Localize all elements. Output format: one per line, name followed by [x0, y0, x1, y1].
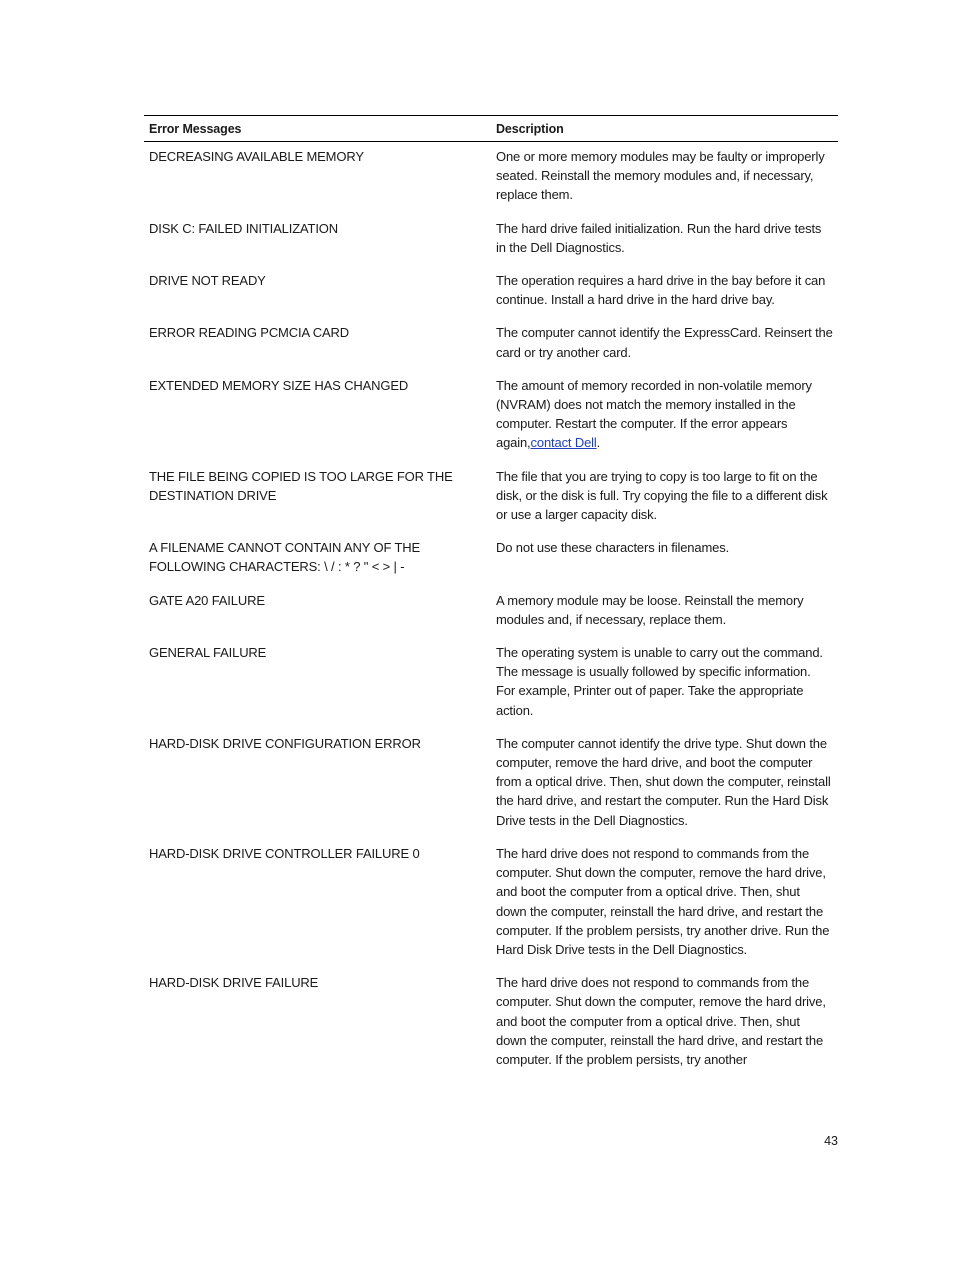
contact-dell-link[interactable]: contact Dell: [530, 435, 597, 451]
description-text: The amount of memory recorded in non-volatile memory (NVRAM) does not match the memory installed in the computer. Restart the computer. If the error appears again,: [496, 377, 812, 451]
description-text-end: .: [596, 435, 601, 451]
table-row: [144, 533, 838, 585]
description-cell: One or more memory modules may be faulty or improperly seated. Reinstall the memory modules and, if necessary, replace them.: [496, 149, 825, 203]
error-message-cell: DECREASING AVAILABLE MEMORY: [149, 149, 364, 164]
error-message-cell: EXTENDED MEMORY SIZE HAS CHANGED: [149, 377, 409, 393]
error-message-cell: GATE A20 FAILURE: [149, 592, 265, 608]
table-row: [144, 142, 838, 214]
description-cell: The operating system is unable to carry out the command. The message is usually followed by specific information. For example, Printer out of paper. Take the appropriate action.: [496, 645, 823, 718]
table-row: [144, 839, 838, 968]
error-message-cell: HARD-DISK DRIVE CONFIGURATION ERROR: [149, 735, 421, 751]
error-message-cell: HARD-DISK DRIVE CONTROLLER FAILURE 0: [149, 845, 420, 861]
page-number: 43: [824, 1134, 838, 1148]
description-cell: The operation requires a hard drive in the bay before it can continue. Install a hard drive in the hard drive bay.: [496, 273, 826, 308]
description-cell: The hard drive does not respond to commands from the computer. Shut down the computer, remove the hard drive, and boot the computer from a optical drive. Then, shut down the computer, reinstall the hard drive, and restart the computer. If the problem persists, try another drive. Run the Hard Disk Drive tests in the Dell Diagnostics.: [496, 845, 830, 957]
table-row: [144, 371, 838, 462]
description-cell: The hard drive failed initialization. Run the hard drive tests in the Dell Diagnostics.: [496, 220, 822, 255]
column-header-error-messages: Error Messages: [144, 116, 491, 142]
table-row: [144, 638, 838, 729]
error-message-cell: A FILENAME CANNOT CONTAIN ANY OF THE FOLLOWING CHARACTERS: \ / : * ? " < > | -: [149, 540, 421, 575]
description-cell: [491, 371, 838, 462]
description-cell: The computer cannot identify the ExpressCard. Reinsert the card or try another card.: [496, 325, 833, 360]
description-cell: The hard drive does not respond to commands from the computer. Shut down the computer, remove the hard drive, and boot the computer from a optical drive. Then, shut down the computer, reinstall the hard drive, and restart the computer. If the problem persists, try another: [496, 975, 826, 1067]
description-cell: Do not use these characters in filenames.: [496, 540, 730, 556]
column-header-description: Description: [491, 116, 838, 142]
table-row: [144, 968, 838, 1078]
error-message-cell: ERROR READING PCMCIA CARD: [149, 325, 349, 341]
description-cell: The file that you are trying to copy is too large to fit on the disk, or the disk is full. Try copying the file to a different disk or use a larger capacity disk.: [496, 468, 828, 523]
error-message-cell: THE FILE BEING COPIED IS TOO LARGE FOR THE DESTINATION DRIVE: [149, 468, 453, 503]
error-messages-table: [144, 115, 838, 1078]
description-cell: The computer cannot identify the drive type. Shut down the computer, remove the hard drive, and boot the computer from a optical drive. Then, shut down the computer, reinstall the hard drive, and restart the computer. Run the Hard Disk Drive tests in the Dell Diagnostics.: [496, 735, 831, 828]
table-row: [144, 214, 838, 266]
error-message-cell: DISK C: FAILED INITIALIZATION: [149, 220, 338, 236]
table-header-row: [144, 116, 838, 142]
table-row: [144, 729, 838, 839]
table-row: [144, 266, 838, 318]
description-cell: A memory module may be loose. Reinstall the memory modules and, if necessary, replace them.: [496, 592, 804, 627]
error-message-cell: DRIVE NOT READY: [149, 273, 266, 289]
error-message-cell: HARD-DISK DRIVE FAILURE: [149, 975, 319, 991]
error-message-cell: GENERAL FAILURE: [149, 645, 267, 661]
table-row: [144, 586, 838, 638]
table-row: [144, 462, 838, 534]
table-row: [144, 318, 838, 370]
